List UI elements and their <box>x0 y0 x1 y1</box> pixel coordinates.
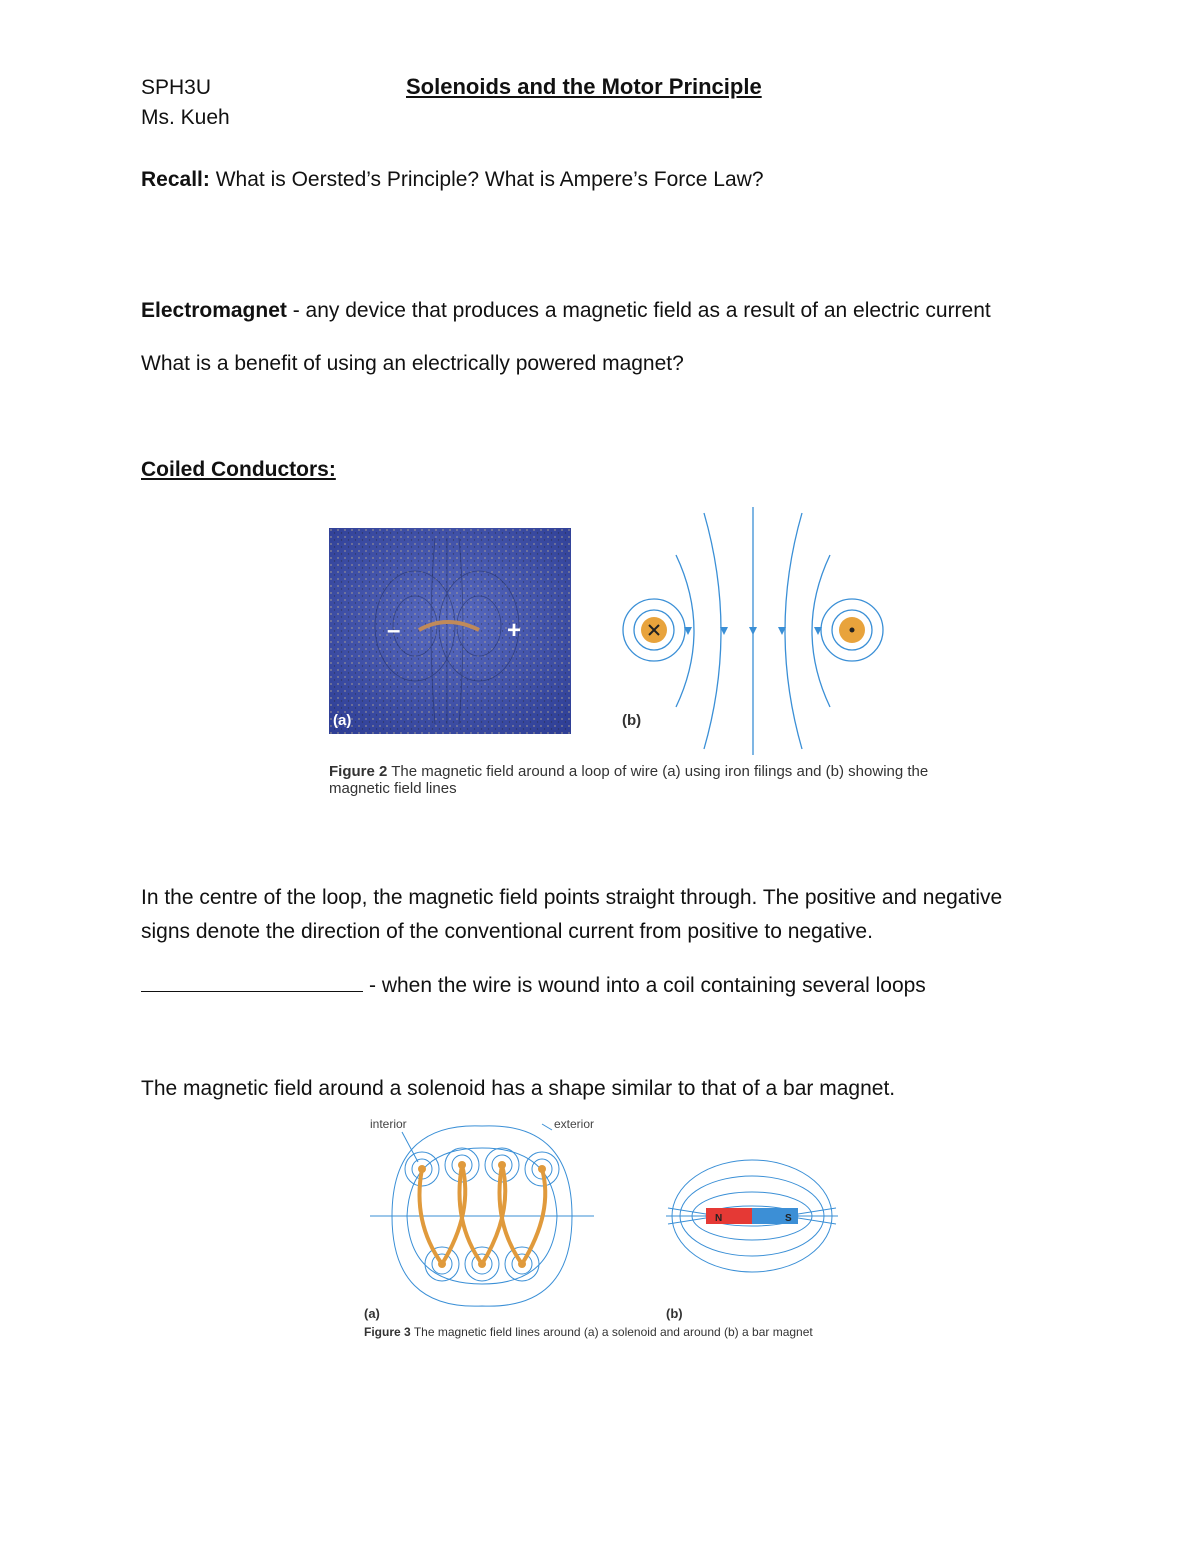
bar-magnet-field-diagram <box>660 1138 844 1324</box>
plus-sign: + <box>507 617 522 644</box>
figure3-label: Figure 3 <box>364 1325 411 1339</box>
solenoid-definition <box>141 973 926 998</box>
figure2-label: Figure 2 <box>329 763 388 780</box>
figure3-panel-b-label: (b) <box>666 1306 683 1321</box>
figure2-caption-line1: The magnetic field around a loop of wire (a) using iron filings and (b) showing the <box>391 763 929 780</box>
fill-in-blank <box>141 973 363 992</box>
recall-label: Recall: <box>141 168 210 191</box>
coiled-conductors-heading: Coiled Conductors: <box>141 458 336 481</box>
teacher-name: Ms. Kueh <box>141 106 230 129</box>
south-label: S <box>785 1213 792 1224</box>
solenoid-coil <box>420 1165 546 1264</box>
north-pole <box>706 1208 752 1224</box>
electromagnet-definition <box>141 299 991 323</box>
exterior-label: exterior <box>554 1117 595 1131</box>
course-code: SPH3U <box>141 76 212 99</box>
figure2-panel-a-label: (a) <box>333 712 352 729</box>
recall-line <box>141 168 764 192</box>
loop-description-line1: In the centre of the loop, the magnetic field points straight through. The positive and negative <box>141 886 1003 909</box>
figure3-caption <box>364 1325 813 1339</box>
benefit-question: What is a benefit of using an electrically powered magnet? <box>141 352 684 375</box>
north-label: N <box>715 1213 723 1224</box>
figure3-caption-text: The magnetic field lines around (a) a solenoid and around (b) a bar magnet <box>413 1325 813 1339</box>
loop-field-diagram <box>612 505 892 757</box>
electromagnet-term: Electromagnet <box>141 299 287 322</box>
figure2-panel-b-label: (b) <box>622 712 642 729</box>
figure2-caption <box>329 763 928 797</box>
bar-magnet-sentence: The magnetic field around a solenoid has a shape similar to that of a bar magnet. <box>141 1077 896 1100</box>
minus-sign: – <box>387 617 401 644</box>
figure2-caption-line2: magnetic field lines <box>329 780 457 797</box>
solenoid-definition-text: - when the wire is wound into a coil containing several loops <box>369 974 926 997</box>
figure3-panel-a-label: (a) <box>364 1306 380 1321</box>
page-title: Solenoids and the Motor Principle <box>406 74 762 99</box>
electromagnet-definition-text: - any device that produces a magnetic field as a result of an electric current <box>292 299 991 322</box>
solenoid-field-diagram <box>362 1112 602 1324</box>
iron-filings-photo <box>329 528 571 734</box>
loop-description-line2: signs denote the direction of the conventional current from positive to negative. <box>141 920 873 943</box>
recall-question: What is Oersted’s Principle? What is Ampere’s Force Law? <box>215 168 764 191</box>
interior-label: interior <box>370 1117 407 1131</box>
